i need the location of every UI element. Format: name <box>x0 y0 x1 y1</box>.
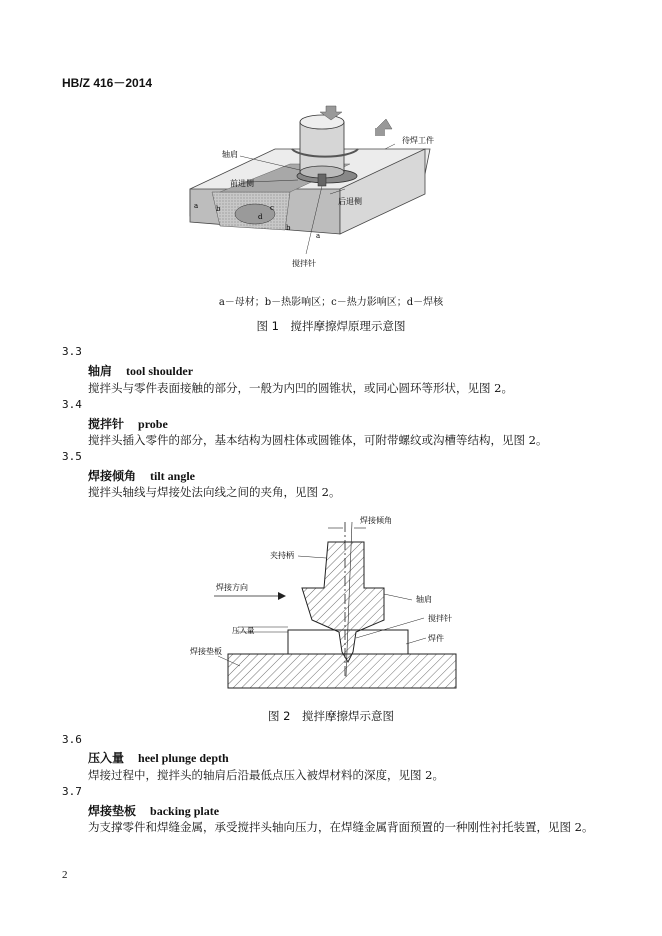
term-zh: 轴肩 <box>88 364 113 378</box>
figure2-diagram <box>188 512 468 692</box>
term-heading <box>88 415 168 432</box>
term-zh: 焊接倾角 <box>88 469 137 483</box>
section-number: 3.6 <box>62 733 82 746</box>
fig2-label-tilt: 焊接倾角 <box>360 516 392 525</box>
term-zh: 压入量 <box>88 751 125 765</box>
term-definition: 搅拌头与零件表面接触的部分，一般为内凹的圆锥状，或同心圆环等形状，见图 2。 <box>88 381 513 395</box>
fig1-label-retreating: 后退侧 <box>338 197 362 206</box>
fig1-label-workpiece: 待焊工件 <box>402 136 434 145</box>
fig2-label-clamp: 夹持柄 <box>270 551 294 560</box>
fig1-label-shoulder: 轴肩 <box>222 150 238 159</box>
fig1-zone-c: c <box>270 204 274 212</box>
term-zh: 焊接垫板 <box>88 804 137 818</box>
fig2-label-shoulder: 轴肩 <box>416 595 432 604</box>
figure2-caption: 图 2 搅拌摩擦焊示意图 <box>268 709 394 723</box>
section-number: 3.3 <box>62 345 82 358</box>
term-zh: 搅拌针 <box>88 417 125 431</box>
term-heading <box>88 802 219 819</box>
term-definition: 焊接过程中，搅拌头的轴肩后沿最低点压入被焊材料的深度，见图 2。 <box>88 768 444 782</box>
fig2-label-plunge: 压入量 <box>232 626 255 635</box>
document-header: HB/Z 416－2014 <box>62 76 153 90</box>
section-number: 3.4 <box>62 398 82 411</box>
fig1-zone-a-right: a <box>316 232 321 240</box>
term-en: tilt angle <box>150 469 196 483</box>
page-number: 2 <box>62 869 68 881</box>
section-number: 3.5 <box>62 450 82 463</box>
term-en: probe <box>138 417 168 431</box>
term-definition: 为支撑零件和焊缝金属，承受搅拌头轴向压力，在焊缝金属背面预置的一种刚性衬托装置，见图 2。 <box>88 820 594 834</box>
fig2-label-direction: 焊接方向 <box>216 583 248 592</box>
fig2-label-probe: 搅拌针 <box>428 614 452 623</box>
fig1-label-advancing: 前进侧 <box>230 179 254 188</box>
figure1-legend: a－母材；b－热影响区；c－热力影响区；d－焊核 <box>218 297 444 308</box>
fig1-zone-a-left: a <box>194 202 199 210</box>
term-heading <box>88 362 193 379</box>
fig1-label-probe: 搅拌针 <box>292 259 316 268</box>
term-en: heel plunge depth <box>138 751 229 765</box>
term-heading <box>88 749 229 766</box>
term-definition: 搅拌头插入零件的部分，基本结构为圆柱体或圆锥体，可附带螺纹或沟槽等结构，见图 2。 <box>88 433 548 447</box>
term-en: tool shoulder <box>126 364 194 378</box>
fig1-zone-b-left: b <box>216 205 221 213</box>
figure1-caption: 图 1 搅拌摩擦焊原理示意图 <box>256 319 406 333</box>
section-number: 3.7 <box>62 785 82 798</box>
term-definition: 搅拌头轴线与焊接处法向线之间的夹角，见图 2。 <box>88 485 341 499</box>
fig1-zone-b-right: b <box>286 224 291 232</box>
fig2-label-weldpiece: 焊件 <box>428 634 444 643</box>
term-en: backing plate <box>150 804 220 818</box>
term-heading <box>88 467 195 484</box>
fig2-label-backing: 焊接垫板 <box>190 647 222 656</box>
fig1-zone-d: d <box>258 213 263 221</box>
figure1-diagram <box>180 104 440 279</box>
